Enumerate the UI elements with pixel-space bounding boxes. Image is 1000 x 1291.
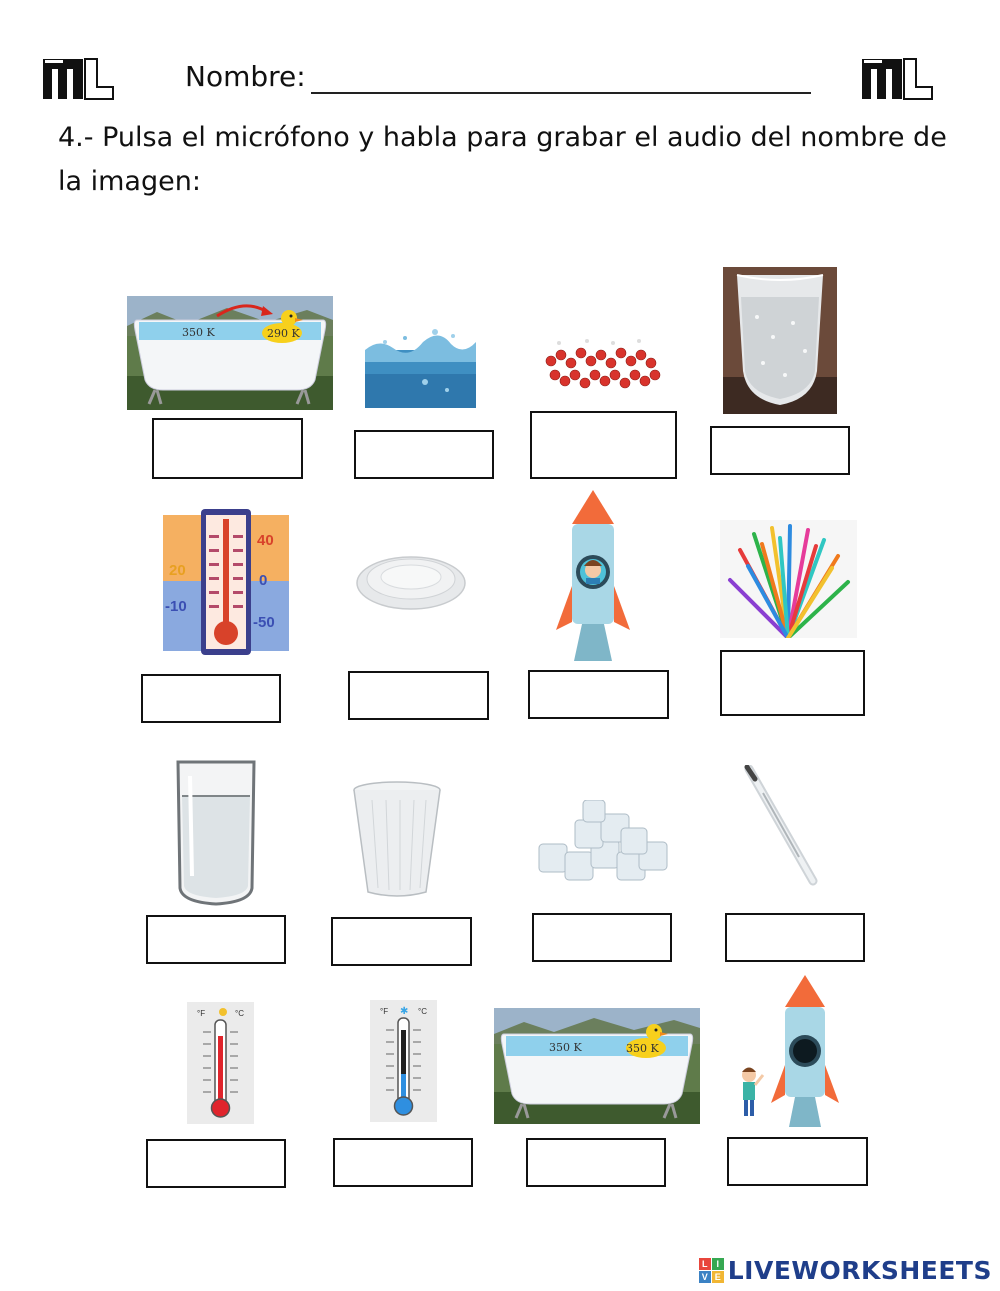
answer-box-4[interactable] [710, 426, 850, 475]
ice-cubes-image [535, 800, 671, 889]
answer-box-13[interactable] [146, 1139, 286, 1188]
svg-text:0: 0 [259, 572, 268, 589]
answer-box-5[interactable] [141, 674, 281, 723]
plastic-lid-image [355, 545, 467, 613]
water-glass-image [172, 756, 260, 906]
svg-text:40: 40 [257, 532, 274, 549]
answer-box-11[interactable] [532, 913, 672, 962]
sparkling-glass-image [723, 267, 837, 414]
answer-box-8[interactable] [720, 650, 865, 716]
clinical-thermometer-image [743, 765, 823, 887]
answer-box-2[interactable] [354, 430, 494, 479]
brand-text: LIVEWORKSHEETS [727, 1256, 992, 1285]
svg-text:✱: ✱ [400, 1006, 409, 1017]
liveworksheets-brand[interactable] [699, 1256, 992, 1285]
cold-thermometer-image [370, 1000, 437, 1122]
answer-box-3[interactable] [530, 411, 677, 479]
svg-text:°F: °F [197, 1009, 206, 1018]
bath1-temp-left: 350 K [182, 326, 215, 339]
svg-text:°C: °C [418, 1007, 427, 1016]
answer-box-7[interactable] [528, 670, 669, 719]
svg-text:°C: °C [235, 1009, 244, 1018]
rocket-kid-image [554, 490, 632, 661]
instruction-text: 4.- Pulsa el micrófono y habla para grabar el audio del nombre de la imagen: [58, 122, 947, 197]
rocket-boy-image [733, 975, 841, 1127]
bathtub-image [127, 296, 333, 410]
name-label: Nombre: [185, 60, 306, 93]
answer-box-1[interactable] [152, 418, 303, 479]
answer-box-16[interactable] [727, 1137, 868, 1186]
answer-box-6[interactable] [348, 671, 489, 720]
bathtub-duck-image [494, 1008, 700, 1124]
molecules-image [543, 331, 662, 394]
bath2-temp-left: 350 K [549, 1041, 582, 1054]
temperature-scales-image [159, 505, 292, 657]
colored-straws-image [720, 520, 857, 638]
school-logo-left [43, 57, 115, 101]
liveworksheets-logo-icon: L I V E [699, 1258, 724, 1283]
school-logo-right [862, 57, 934, 101]
answer-box-10[interactable] [331, 917, 472, 966]
answer-box-15[interactable] [526, 1138, 666, 1187]
bath2-temp-right: 350 K [626, 1042, 659, 1055]
name-line[interactable] [311, 92, 811, 94]
plastic-cup-image [352, 780, 442, 898]
answer-box-14[interactable] [333, 1138, 473, 1187]
hot-thermometer-image [187, 1002, 254, 1124]
svg-text:20: 20 [169, 562, 186, 579]
svg-text:-50: -50 [253, 614, 275, 631]
svg-text:°F: °F [380, 1007, 389, 1016]
bath1-temp-right: 290 K [267, 327, 300, 340]
svg-text:-10: -10 [165, 598, 187, 615]
answer-box-9[interactable] [146, 915, 286, 964]
water-image [365, 302, 476, 408]
answer-box-12[interactable] [725, 913, 865, 962]
